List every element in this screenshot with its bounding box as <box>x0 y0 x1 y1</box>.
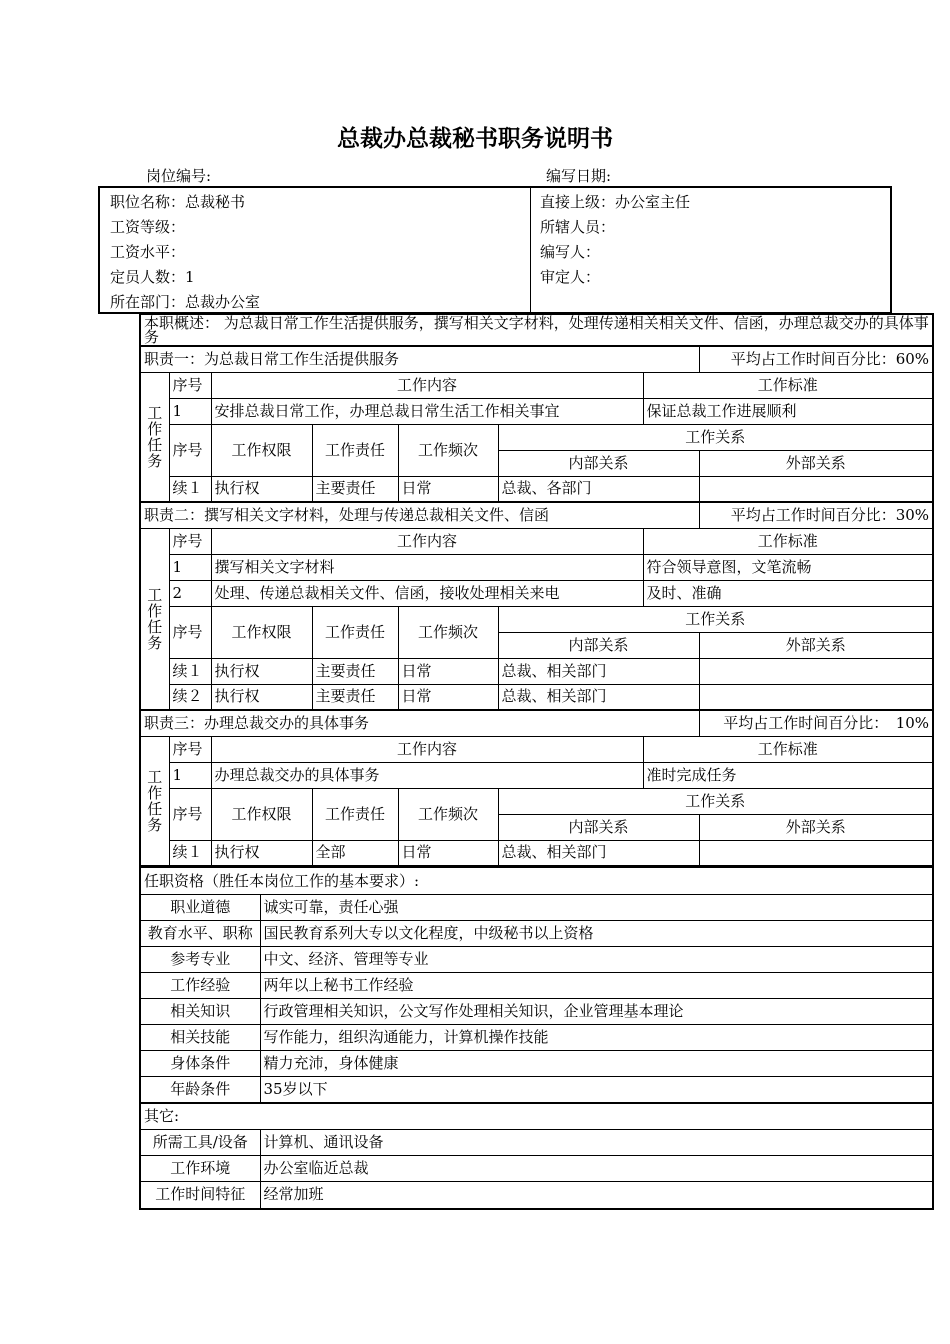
qual-value: 写作能力，组织沟通能力，计算机操作技能 <box>260 1025 933 1051</box>
rel-seq: 续１ <box>169 840 211 866</box>
table-row <box>140 895 933 921</box>
task-content: 撰写相关文字材料 <box>211 554 643 580</box>
table-row <box>140 947 933 973</box>
duty-percentage: 平均占工作时间百分比：30% <box>699 502 933 528</box>
rel-responsibility: 全部 <box>312 840 398 866</box>
rel-responsibility: 主要责任 <box>312 658 398 684</box>
task-seq: 1 <box>169 554 211 580</box>
summary: 本职概述： 为总裁日常工作生活提供服务，撰写相关文字材料，处理传递相关相关文件、信函，办理总裁交办的具体事务 <box>140 314 933 346</box>
author-field: 编写人： <box>540 243 601 261</box>
content-header: 工作内容 <box>211 736 643 762</box>
other-label: 工作环境 <box>140 1156 260 1182</box>
qual-label: 身体条件 <box>140 1051 260 1077</box>
rel-external <box>699 684 933 710</box>
subordinates-field: 所辖人员： <box>540 218 616 236</box>
rel-frequency: 日常 <box>398 840 498 866</box>
task-content: 处理、传递总裁相关文件、信函，接收处理相关来电 <box>211 580 643 606</box>
rel-frequency: 日常 <box>398 476 498 502</box>
table-row <box>140 554 933 580</box>
standard-header: 工作标准 <box>643 736 933 762</box>
external-header: 外部关系 <box>699 450 933 476</box>
approver-field: 审定人： <box>540 268 601 286</box>
rel-internal: 总裁、各部门 <box>498 476 699 502</box>
page-title: 总裁办总裁秘书职务说明书 <box>337 126 613 152</box>
rel-seq: 续１ <box>169 658 211 684</box>
task-standard: 准时完成任务 <box>643 762 933 788</box>
main-table <box>139 313 932 1210</box>
standard-header: 工作标准 <box>643 528 933 554</box>
seq-header: 序号 <box>169 528 211 554</box>
table-row <box>140 1156 933 1182</box>
task-vertical-label: 工作任务 <box>140 372 169 502</box>
rel-seq: 续１ <box>169 476 211 502</box>
task-standard: 符合领导意图，文笔流畅 <box>643 554 933 580</box>
table-row <box>140 1077 933 1103</box>
qual-label: 相关知识 <box>140 999 260 1025</box>
task-vertical-label: 工作任务 <box>140 528 169 710</box>
other-value: 计算机、通讯设备 <box>260 1130 933 1156</box>
headcount-field: 定员人数：1 <box>110 268 195 286</box>
table-row <box>140 1130 933 1156</box>
table-row <box>140 762 933 788</box>
rel-authority: 执行权 <box>211 840 312 866</box>
job-title-field: 职位名称：总裁秘书 <box>110 193 246 211</box>
task-seq: 1 <box>169 398 211 424</box>
rel-seq: 续２ <box>169 684 211 710</box>
other-value: 经常加班 <box>260 1182 933 1209</box>
rel-authority: 执行权 <box>211 476 312 502</box>
duty-percentage: 平均占工作时间百分比： 10% <box>699 710 933 736</box>
external-header: 外部关系 <box>699 632 933 658</box>
table-row <box>140 658 933 684</box>
frequency-header: 工作频次 <box>398 788 498 840</box>
task-seq: 1 <box>169 762 211 788</box>
responsibility-header: 工作责任 <box>312 606 398 658</box>
qual-value: 中文、经济、管理等专业 <box>260 947 933 973</box>
supervisor-field: 直接上级：办公室主任 <box>540 193 691 211</box>
duty-title: 职责三：办理总裁交办的具体事务 <box>140 710 699 736</box>
qual-value: 行政管理相关知识，公文写作处理相关知识，企业管理基本理论 <box>260 999 933 1025</box>
content-header: 工作内容 <box>211 528 643 554</box>
qual-label: 工作经验 <box>140 973 260 999</box>
qual-label: 参考专业 <box>140 947 260 973</box>
other-value: 办公室临近总裁 <box>260 1156 933 1182</box>
table-row <box>140 684 933 710</box>
table-row <box>140 580 933 606</box>
qual-value: 诚实可靠，责任心强 <box>260 895 933 921</box>
department-field: 所在部门：总裁办公室 <box>110 293 261 311</box>
duty-row <box>140 710 933 736</box>
qual-value: 两年以上秘书工作经验 <box>260 973 933 999</box>
content-header: 工作内容 <box>211 372 643 398</box>
salary-level-field: 工资水平： <box>110 243 186 261</box>
header-box <box>98 186 892 314</box>
rel-internal: 总裁、相关部门 <box>498 684 699 710</box>
table-row <box>140 1025 933 1051</box>
frequency-header: 工作频次 <box>398 606 498 658</box>
other-title: 其它: <box>140 1103 933 1130</box>
internal-header: 内部关系 <box>498 632 699 658</box>
position-number-label: 岗位编号: <box>146 167 212 185</box>
rel-internal: 总裁、相关部门 <box>498 840 699 866</box>
table-row <box>140 398 933 424</box>
task-vertical-label: 工作任务 <box>140 736 169 866</box>
task-content: 办理总裁交办的具体事务 <box>211 762 643 788</box>
responsibility-header: 工作责任 <box>312 788 398 840</box>
task-standard: 及时、准确 <box>643 580 933 606</box>
date-label: 编写日期: <box>546 167 612 185</box>
header-right <box>530 190 690 290</box>
task-content: 安排总裁日常工作，办理总裁日常生活工作相关事宜 <box>211 398 643 424</box>
seq-header: 序号 <box>169 788 211 840</box>
qual-value: 35岁以下 <box>260 1077 933 1103</box>
rel-authority: 执行权 <box>211 658 312 684</box>
duty-row <box>140 502 933 528</box>
duty-title: 职责二：撰写相关文字材料，处理与传递总裁相关文件、信函 <box>140 502 699 528</box>
duty-row <box>140 346 933 372</box>
seq-header: 序号 <box>169 372 211 398</box>
table-row <box>140 840 933 866</box>
other-label: 工作时间特征 <box>140 1182 260 1209</box>
qual-label: 教育水平、职称 <box>140 921 260 947</box>
other-label: 所需工具/设备 <box>140 1130 260 1156</box>
header-left <box>100 190 260 315</box>
rel-external <box>699 476 933 502</box>
relations-header: 工作关系 <box>498 788 933 814</box>
table-row <box>140 1182 933 1209</box>
internal-header: 内部关系 <box>498 814 699 840</box>
external-header: 外部关系 <box>699 814 933 840</box>
seq-header: 序号 <box>169 424 211 476</box>
rel-responsibility: 主要责任 <box>312 684 398 710</box>
qual-label: 相关技能 <box>140 1025 260 1051</box>
internal-header: 内部关系 <box>498 450 699 476</box>
seq-header: 序号 <box>169 606 211 658</box>
qual-value: 国民教育系列大专以文化程度，中级秘书以上资格 <box>260 921 933 947</box>
task-seq: 2 <box>169 580 211 606</box>
responsibility-header: 工作责任 <box>312 424 398 476</box>
duty-title: 职责一：为总裁日常工作生活提供服务 <box>140 346 699 372</box>
relations-header: 工作关系 <box>498 606 933 632</box>
qual-label: 职业道德 <box>140 895 260 921</box>
rel-authority: 执行权 <box>211 684 312 710</box>
duty-percentage: 平均占工作时间百分比：60% <box>699 346 933 372</box>
table-row <box>140 1051 933 1077</box>
table-row <box>140 476 933 502</box>
relations-header: 工作关系 <box>498 424 933 450</box>
qual-label: 年龄条件 <box>140 1077 260 1103</box>
standard-header: 工作标准 <box>643 372 933 398</box>
rel-external <box>699 840 933 866</box>
frequency-header: 工作频次 <box>398 424 498 476</box>
authority-header: 工作权限 <box>211 606 312 658</box>
rel-frequency: 日常 <box>398 684 498 710</box>
qualifications-table <box>139 867 934 1210</box>
rel-frequency: 日常 <box>398 658 498 684</box>
table-row <box>140 921 933 947</box>
qualifications-title: 任职资格（胜任本岗位工作的基本要求）: <box>140 868 933 895</box>
rel-internal: 总裁、相关部门 <box>498 658 699 684</box>
rel-external <box>699 658 933 684</box>
seq-header: 序号 <box>169 736 211 762</box>
table-row <box>140 999 933 1025</box>
qual-value: 精力充沛，身体健康 <box>260 1051 933 1077</box>
job-description-table <box>139 313 934 867</box>
task-standard: 保证总裁工作进展顺利 <box>643 398 933 424</box>
authority-header: 工作权限 <box>211 788 312 840</box>
rel-responsibility: 主要责任 <box>312 476 398 502</box>
salary-grade-field: 工资等级： <box>110 218 186 236</box>
authority-header: 工作权限 <box>211 424 312 476</box>
table-row <box>140 973 933 999</box>
